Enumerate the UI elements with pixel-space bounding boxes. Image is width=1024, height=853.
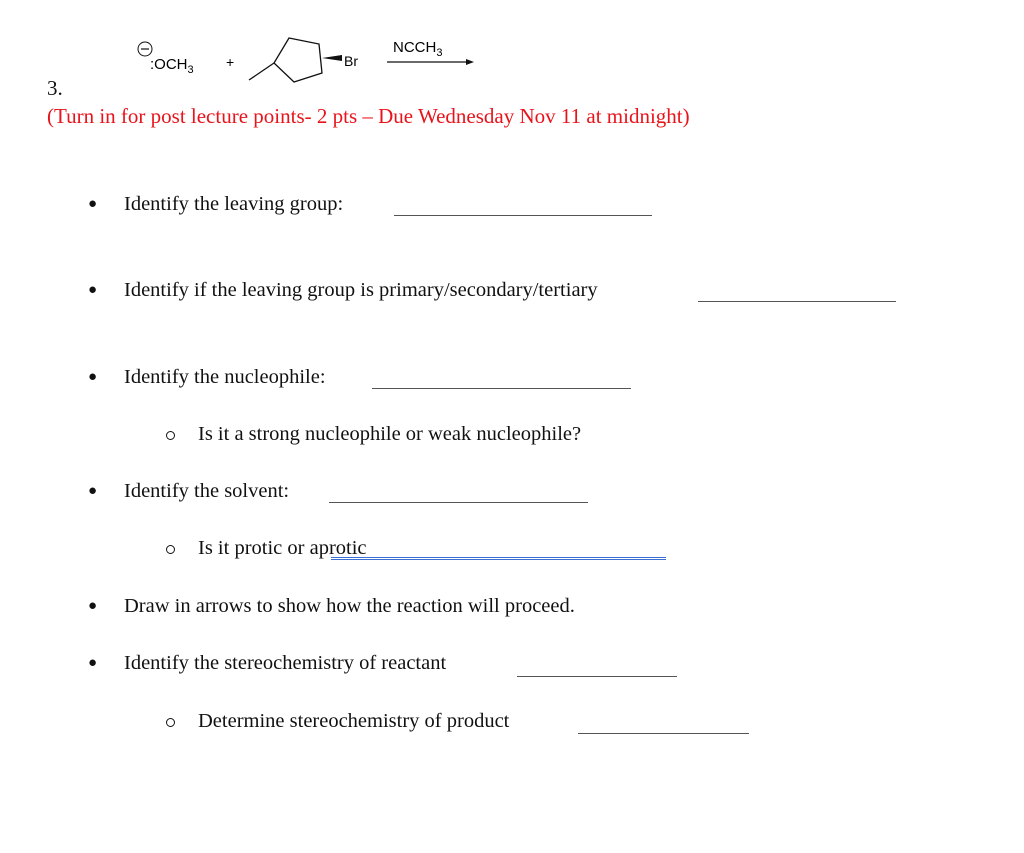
bullet-icon: ● [88,598,98,614]
answer-blank-product-stereo[interactable] [578,733,749,734]
bullet-icon: ● [88,483,98,499]
cyclopentane-structure [249,38,322,82]
answer-blank-nucleophile[interactable] [372,388,631,389]
item-leaving-group-degree: Identify if the leaving group is primary/secondary/tertiary [124,279,598,301]
nucleophile-label: $:OCH_3$ [150,56,194,76]
item-product-stereo: Determine stereochemistry of product [198,710,510,732]
circle-bullet-icon [166,718,175,727]
item-nucleophile: Identify the nucleophile: [124,366,326,388]
answer-blank-reactant-stereo[interactable] [517,676,677,677]
plus-sign: + [226,54,235,70]
answer-blank-solvent[interactable] [329,502,588,503]
item-solvent-protic: Is it protic or aprotic [198,537,367,559]
question-number: 3. [47,76,63,100]
aprotic-word: aprotic [309,537,367,559]
answer-blank-degree[interactable] [698,301,896,302]
circle-bullet-icon [166,545,175,554]
bullet-icon: ● [88,369,98,385]
bullet-icon: ● [88,655,98,671]
negative-charge-icon [138,42,152,56]
item-reactant-stereo: Identify the stereochemistry of reactant [124,652,447,674]
due-note: (Turn in for post lecture points- 2 pts – Due Wednesday Nov 11 at midnight) [47,104,690,128]
bromine-label: Br [344,53,358,69]
wedge-bond [322,55,342,61]
item-nucleophile-strength: Is it a strong nucleophile or weak nucleophile? [198,423,582,445]
item-draw-arrows: Draw in arrows to show how the reaction will proceed. [124,595,575,617]
answer-blank-protic[interactable] [331,557,666,560]
item-leaving-group: Identify the leaving group: [124,193,344,215]
item-solvent: Identify the solvent: [124,480,290,502]
reaction-scheme [0,0,520,95]
solvent-label: $NCCH_3$ [393,39,443,59]
bullet-icon: ● [88,282,98,298]
reaction-arrow [387,59,474,65]
bullet-icon: ● [88,196,98,212]
answer-blank-leaving-group[interactable] [394,215,652,216]
circle-bullet-icon [166,431,175,440]
